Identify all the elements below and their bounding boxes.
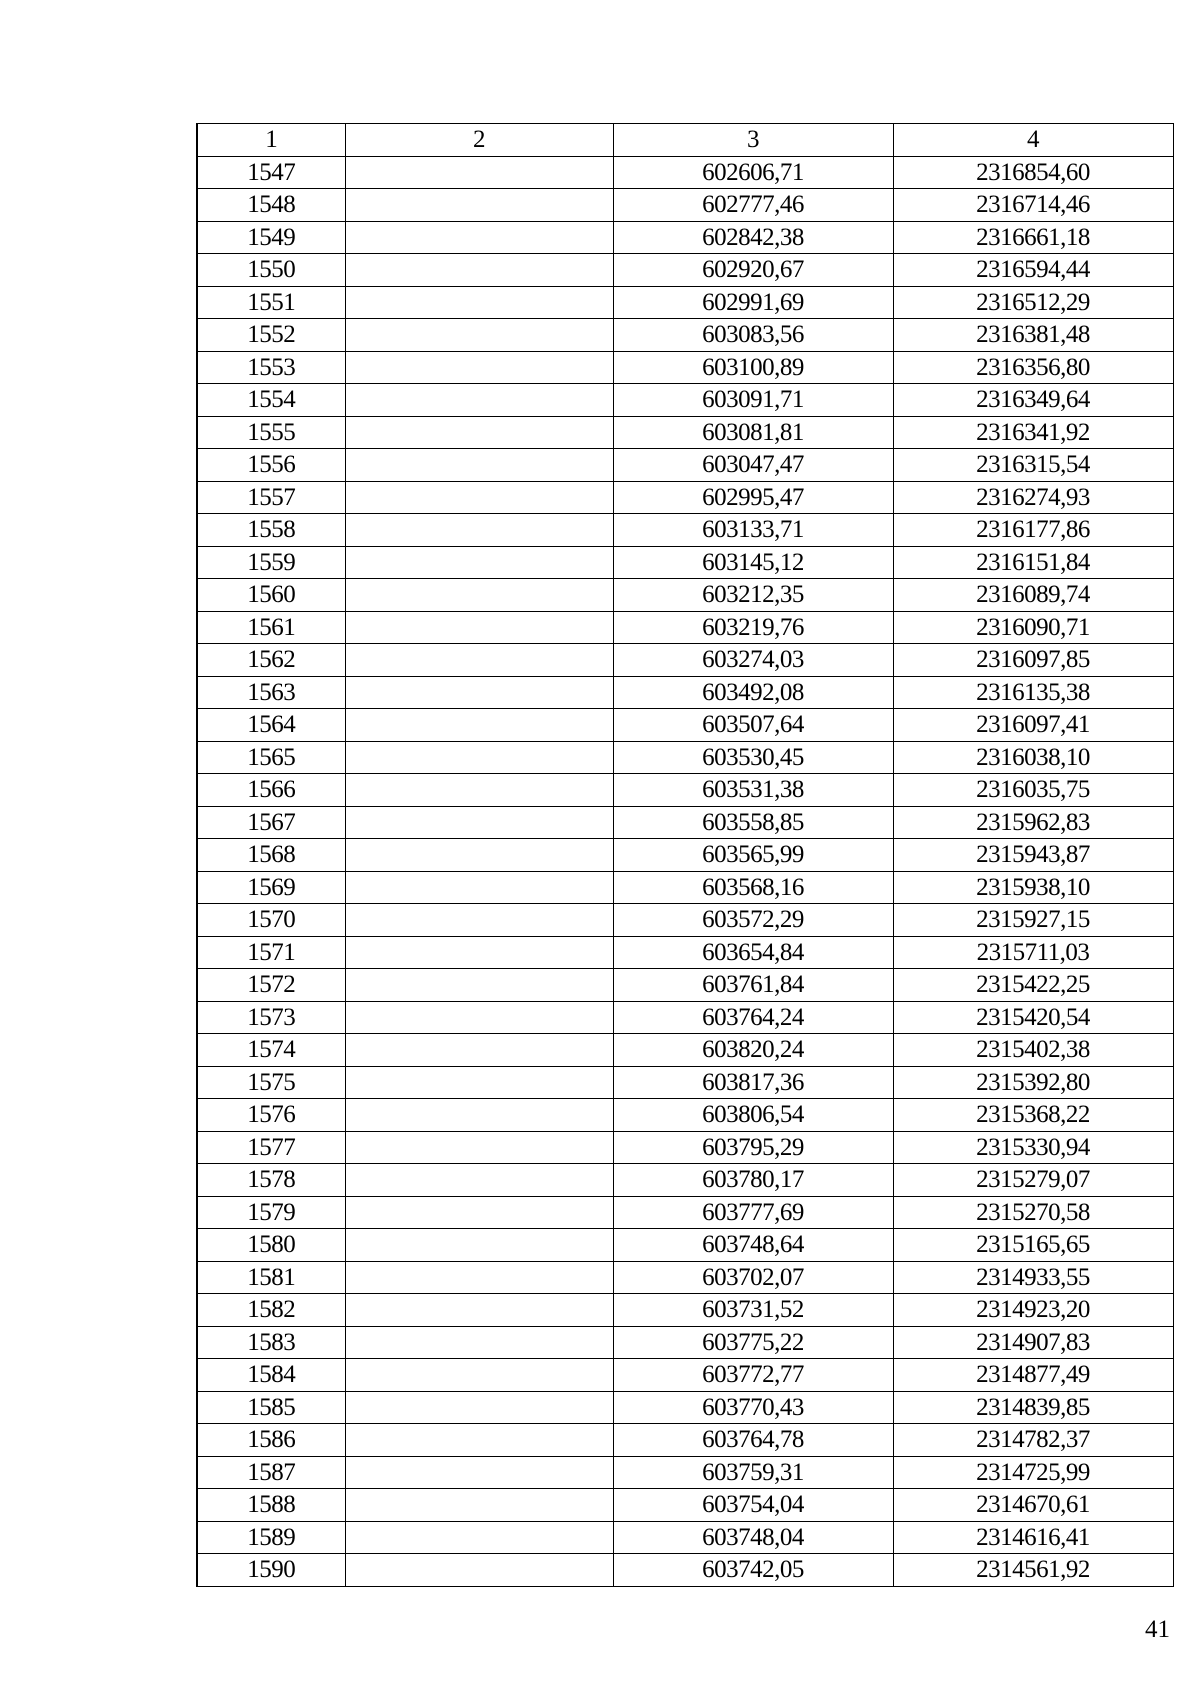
point-number-cell: 1588 (197, 1489, 345, 1522)
y-coordinate-cell: 2316097,41 (893, 709, 1173, 742)
table-row (197, 286, 1173, 319)
description-cell (345, 1001, 613, 1034)
table-row (197, 1099, 1173, 1132)
description-cell (345, 1489, 613, 1522)
point-number-cell: 1573 (197, 1001, 345, 1034)
x-coordinate-cell: 603759,31 (613, 1456, 893, 1489)
y-coordinate-cell: 2316381,48 (893, 319, 1173, 352)
y-coordinate-cell: 2315420,54 (893, 1001, 1173, 1034)
table-row (197, 871, 1173, 904)
table-header-row (197, 124, 1173, 157)
table-body (197, 156, 1173, 1586)
point-number-cell: 1586 (197, 1424, 345, 1457)
table-row (197, 449, 1173, 482)
description-cell (345, 709, 613, 742)
description-cell (345, 1099, 613, 1132)
table-row (197, 1196, 1173, 1229)
x-coordinate-cell: 603754,04 (613, 1489, 893, 1522)
x-coordinate-cell: 603091,71 (613, 384, 893, 417)
description-cell (345, 1229, 613, 1262)
x-coordinate-cell: 603775,22 (613, 1326, 893, 1359)
point-number-cell: 1590 (197, 1554, 345, 1587)
point-number-cell: 1552 (197, 319, 345, 352)
x-coordinate-cell: 603274,03 (613, 644, 893, 677)
column-header-4: 4 (893, 124, 1173, 157)
point-number-cell: 1559 (197, 546, 345, 579)
table-row (197, 1034, 1173, 1067)
x-coordinate-cell: 603795,29 (613, 1131, 893, 1164)
y-coordinate-cell: 2316661,18 (893, 221, 1173, 254)
x-coordinate-cell: 603817,36 (613, 1066, 893, 1099)
x-coordinate-cell: 602995,47 (613, 481, 893, 514)
y-coordinate-cell: 2314616,41 (893, 1521, 1173, 1554)
x-coordinate-cell: 603530,45 (613, 741, 893, 774)
table-row (197, 319, 1173, 352)
x-coordinate-cell: 603654,84 (613, 936, 893, 969)
point-number-cell: 1551 (197, 286, 345, 319)
point-number-cell: 1571 (197, 936, 345, 969)
column-header-3: 3 (613, 124, 893, 157)
point-number-cell: 1579 (197, 1196, 345, 1229)
table-row (197, 514, 1173, 547)
x-coordinate-cell: 603212,35 (613, 579, 893, 612)
description-cell (345, 1521, 613, 1554)
y-coordinate-cell: 2316177,86 (893, 514, 1173, 547)
description-cell (345, 1131, 613, 1164)
description-cell (345, 969, 613, 1002)
description-cell (345, 1261, 613, 1294)
point-number-cell: 1564 (197, 709, 345, 742)
description-cell (345, 806, 613, 839)
point-number-cell: 1581 (197, 1261, 345, 1294)
description-cell (345, 611, 613, 644)
table-row (197, 969, 1173, 1002)
table-row (197, 936, 1173, 969)
x-coordinate-cell: 603761,84 (613, 969, 893, 1002)
table-row (197, 774, 1173, 807)
y-coordinate-cell: 2315938,10 (893, 871, 1173, 904)
table-row (197, 1326, 1173, 1359)
point-number-cell: 1563 (197, 676, 345, 709)
y-coordinate-cell: 2316854,60 (893, 156, 1173, 189)
y-coordinate-cell: 2315927,15 (893, 904, 1173, 937)
table-row (197, 254, 1173, 287)
description-cell (345, 384, 613, 417)
x-coordinate-cell: 603100,89 (613, 351, 893, 384)
x-coordinate-cell: 603133,71 (613, 514, 893, 547)
point-number-cell: 1589 (197, 1521, 345, 1554)
x-coordinate-cell: 603731,52 (613, 1294, 893, 1327)
table-row (197, 1261, 1173, 1294)
point-number-cell: 1565 (197, 741, 345, 774)
y-coordinate-cell: 2316356,80 (893, 351, 1173, 384)
point-number-cell: 1577 (197, 1131, 345, 1164)
table-row (197, 839, 1173, 872)
x-coordinate-cell: 603558,85 (613, 806, 893, 839)
description-cell (345, 546, 613, 579)
table-row (197, 1001, 1173, 1034)
table-row (197, 1489, 1173, 1522)
x-coordinate-cell: 603702,07 (613, 1261, 893, 1294)
y-coordinate-cell: 2314907,83 (893, 1326, 1173, 1359)
y-coordinate-cell: 2314839,85 (893, 1391, 1173, 1424)
y-coordinate-cell: 2316274,93 (893, 481, 1173, 514)
x-coordinate-cell: 603742,05 (613, 1554, 893, 1587)
table-row (197, 221, 1173, 254)
table-row (197, 1359, 1173, 1392)
point-number-cell: 1584 (197, 1359, 345, 1392)
x-coordinate-cell: 603565,99 (613, 839, 893, 872)
table-row (197, 351, 1173, 384)
table-row (197, 481, 1173, 514)
description-cell (345, 774, 613, 807)
point-number-cell: 1550 (197, 254, 345, 287)
table-row (197, 416, 1173, 449)
point-number-cell: 1568 (197, 839, 345, 872)
point-number-cell: 1585 (197, 1391, 345, 1424)
description-cell (345, 1294, 613, 1327)
description-cell (345, 449, 613, 482)
x-coordinate-cell: 603219,76 (613, 611, 893, 644)
y-coordinate-cell: 2315943,87 (893, 839, 1173, 872)
y-coordinate-cell: 2316315,54 (893, 449, 1173, 482)
description-cell (345, 351, 613, 384)
x-coordinate-cell: 603764,78 (613, 1424, 893, 1457)
description-cell (345, 871, 613, 904)
x-coordinate-cell: 602777,46 (613, 189, 893, 222)
y-coordinate-cell: 2315330,94 (893, 1131, 1173, 1164)
table-row (197, 156, 1173, 189)
y-coordinate-cell: 2316135,38 (893, 676, 1173, 709)
point-number-cell: 1575 (197, 1066, 345, 1099)
x-coordinate-cell: 603820,24 (613, 1034, 893, 1067)
description-cell (345, 221, 613, 254)
point-number-cell: 1578 (197, 1164, 345, 1197)
description-cell (345, 1456, 613, 1489)
y-coordinate-cell: 2316035,75 (893, 774, 1173, 807)
x-coordinate-cell: 603531,38 (613, 774, 893, 807)
x-coordinate-cell: 603772,77 (613, 1359, 893, 1392)
y-coordinate-cell: 2315962,83 (893, 806, 1173, 839)
y-coordinate-cell: 2314561,92 (893, 1554, 1173, 1587)
description-cell (345, 839, 613, 872)
point-number-cell: 1547 (197, 156, 345, 189)
x-coordinate-cell: 603083,56 (613, 319, 893, 352)
y-coordinate-cell: 2315165,65 (893, 1229, 1173, 1262)
y-coordinate-cell: 2316594,44 (893, 254, 1173, 287)
y-coordinate-cell: 2314670,61 (893, 1489, 1173, 1522)
table-row (197, 1164, 1173, 1197)
table-row (197, 1456, 1173, 1489)
y-coordinate-cell: 2314725,99 (893, 1456, 1173, 1489)
table-row (197, 1294, 1173, 1327)
column-header-2: 2 (345, 124, 613, 157)
y-coordinate-cell: 2315368,22 (893, 1099, 1173, 1132)
x-coordinate-cell: 603770,43 (613, 1391, 893, 1424)
description-cell (345, 1034, 613, 1067)
point-number-cell: 1572 (197, 969, 345, 1002)
y-coordinate-cell: 2314923,20 (893, 1294, 1173, 1327)
description-cell (345, 936, 613, 969)
x-coordinate-cell: 603764,24 (613, 1001, 893, 1034)
table-row (197, 676, 1173, 709)
coordinates-table (196, 123, 1174, 1587)
y-coordinate-cell: 2316341,92 (893, 416, 1173, 449)
point-number-cell: 1561 (197, 611, 345, 644)
y-coordinate-cell: 2315422,25 (893, 969, 1173, 1002)
y-coordinate-cell: 2316349,64 (893, 384, 1173, 417)
page-number: 41 (1145, 1616, 1170, 1643)
description-cell (345, 156, 613, 189)
x-coordinate-cell: 603081,81 (613, 416, 893, 449)
y-coordinate-cell: 2315270,58 (893, 1196, 1173, 1229)
point-number-cell: 1560 (197, 579, 345, 612)
table-row (197, 1424, 1173, 1457)
description-cell (345, 1164, 613, 1197)
description-cell (345, 644, 613, 677)
description-cell (345, 1391, 613, 1424)
point-number-cell: 1566 (197, 774, 345, 807)
table-row (197, 546, 1173, 579)
description-cell (345, 319, 613, 352)
y-coordinate-cell: 2315711,03 (893, 936, 1173, 969)
description-cell (345, 1554, 613, 1587)
y-coordinate-cell: 2316038,10 (893, 741, 1173, 774)
point-number-cell: 1553 (197, 351, 345, 384)
point-number-cell: 1580 (197, 1229, 345, 1262)
y-coordinate-cell: 2316512,29 (893, 286, 1173, 319)
x-coordinate-cell: 603806,54 (613, 1099, 893, 1132)
description-cell (345, 286, 613, 319)
x-coordinate-cell: 603572,29 (613, 904, 893, 937)
x-coordinate-cell: 602920,67 (613, 254, 893, 287)
description-cell (345, 481, 613, 514)
table-row (197, 1391, 1173, 1424)
table-row (197, 709, 1173, 742)
y-coordinate-cell: 2314877,49 (893, 1359, 1173, 1392)
point-number-cell: 1583 (197, 1326, 345, 1359)
y-coordinate-cell: 2316714,46 (893, 189, 1173, 222)
x-coordinate-cell: 603492,08 (613, 676, 893, 709)
description-cell (345, 1424, 613, 1457)
x-coordinate-cell: 602991,69 (613, 286, 893, 319)
y-coordinate-cell: 2315402,38 (893, 1034, 1173, 1067)
table-row (197, 1229, 1173, 1262)
x-coordinate-cell: 603145,12 (613, 546, 893, 579)
x-coordinate-cell: 603748,04 (613, 1521, 893, 1554)
x-coordinate-cell: 602842,38 (613, 221, 893, 254)
point-number-cell: 1582 (197, 1294, 345, 1327)
y-coordinate-cell: 2316089,74 (893, 579, 1173, 612)
point-number-cell: 1557 (197, 481, 345, 514)
point-number-cell: 1549 (197, 221, 345, 254)
point-number-cell: 1574 (197, 1034, 345, 1067)
table-row (197, 644, 1173, 677)
y-coordinate-cell: 2314782,37 (893, 1424, 1173, 1457)
description-cell (345, 676, 613, 709)
point-number-cell: 1587 (197, 1456, 345, 1489)
description-cell (345, 579, 613, 612)
description-cell (345, 514, 613, 547)
description-cell (345, 1196, 613, 1229)
x-coordinate-cell: 603748,64 (613, 1229, 893, 1262)
description-cell (345, 416, 613, 449)
point-number-cell: 1555 (197, 416, 345, 449)
x-coordinate-cell: 603047,47 (613, 449, 893, 482)
y-coordinate-cell: 2316090,71 (893, 611, 1173, 644)
point-number-cell: 1558 (197, 514, 345, 547)
description-cell (345, 1066, 613, 1099)
table-row (197, 611, 1173, 644)
description-cell (345, 189, 613, 222)
table-row (197, 384, 1173, 417)
x-coordinate-cell: 603777,69 (613, 1196, 893, 1229)
y-coordinate-cell: 2316151,84 (893, 546, 1173, 579)
table-row (197, 189, 1173, 222)
description-cell (345, 1359, 613, 1392)
x-coordinate-cell: 602606,71 (613, 156, 893, 189)
point-number-cell: 1570 (197, 904, 345, 937)
x-coordinate-cell: 603568,16 (613, 871, 893, 904)
point-number-cell: 1569 (197, 871, 345, 904)
description-cell (345, 741, 613, 774)
point-number-cell: 1556 (197, 449, 345, 482)
y-coordinate-cell: 2315279,07 (893, 1164, 1173, 1197)
point-number-cell: 1567 (197, 806, 345, 839)
point-number-cell: 1576 (197, 1099, 345, 1132)
x-coordinate-cell: 603507,64 (613, 709, 893, 742)
description-cell (345, 254, 613, 287)
table-row (197, 1066, 1173, 1099)
table-row (197, 1131, 1173, 1164)
table-row (197, 1554, 1173, 1587)
y-coordinate-cell: 2314933,55 (893, 1261, 1173, 1294)
x-coordinate-cell: 603780,17 (613, 1164, 893, 1197)
table-row (197, 1521, 1173, 1554)
table-row (197, 806, 1173, 839)
point-number-cell: 1562 (197, 644, 345, 677)
y-coordinate-cell: 2315392,80 (893, 1066, 1173, 1099)
description-cell (345, 1326, 613, 1359)
table-row (197, 904, 1173, 937)
description-cell (345, 904, 613, 937)
y-coordinate-cell: 2316097,85 (893, 644, 1173, 677)
table-row (197, 579, 1173, 612)
table-row (197, 741, 1173, 774)
point-number-cell: 1554 (197, 384, 345, 417)
point-number-cell: 1548 (197, 189, 345, 222)
column-header-1: 1 (197, 124, 345, 157)
